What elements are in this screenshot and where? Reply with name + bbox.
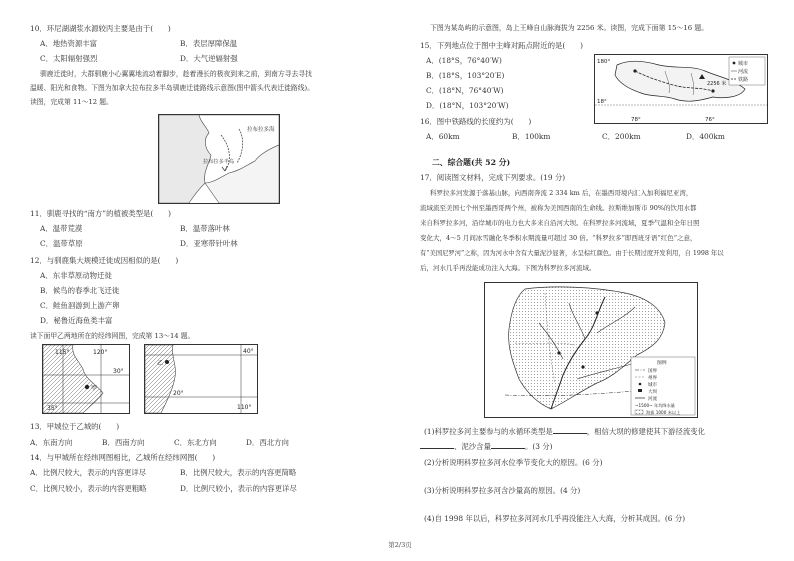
q10-option-a[interactable]: A．地热资源丰富 (40, 39, 98, 48)
q11-stem: 11．驯鹿寻找的“南方”的植被类型是( ) (30, 209, 171, 218)
basin-legend-5: ~1500~ 年均降水量 (635, 403, 675, 408)
page-number: 第2/3页 (388, 541, 412, 549)
q14-option-b[interactable]: B．比例尺较大，表示的内容更简略 (180, 468, 297, 477)
map-yi-lon-110: 110° (237, 404, 252, 411)
q15-option-c[interactable]: C．(18°N，76°40′W) (426, 86, 504, 95)
q17-material-line-5: 有“美国尼罗河”之称，因为河水中含有大量泥沙显著，水呈棕红颜色。由于长期过度开发利用，自 1998 年以 (420, 250, 724, 257)
q14-stem: 14．与甲城所在经纬网图相比，乙城所在经纬网图( ) (30, 453, 216, 462)
q17-sub-1-pre: (1)科罗拉多河主要参与的水循环类型是 (424, 427, 553, 436)
colorado-basin-figure (485, 283, 697, 417)
q12-stem: 12．与驯鹿集大规模迁徙成因相似的是( ) (30, 256, 179, 265)
map-yi-figure (145, 345, 257, 413)
q17-stem: 17．阅读图文材料，完成下列要求。(19 分) (420, 173, 566, 182)
q17-sub-3: (3)分析说明科罗拉多河含沙量高的原因。(4 分) (424, 486, 581, 495)
right-column (420, 0, 770, 561)
map-jia-lat-30: 30° (113, 368, 124, 375)
q17-material-line-4: 变化大，4～5 月间冰雪融化冬季积水期流量可超过 30 倍。“科罗拉多”即西班牙语“红色”之意， (420, 234, 697, 242)
q11-option-c[interactable]: C．温带草原 (40, 239, 83, 248)
q16-option-b[interactable]: B．100km (512, 132, 551, 141)
map1-sea-label: 拉布拉多海 (247, 127, 275, 133)
q16-option-d[interactable]: D．400km (686, 132, 725, 141)
map-jia-city-label: 甲 (91, 385, 98, 392)
basin-legend-title: 图例 (657, 361, 667, 366)
q12-option-b[interactable]: B．候鸟的春季北飞迁徙 (40, 286, 120, 295)
q17-sub-1-blank-2[interactable] (420, 441, 454, 449)
q17-sub-1-score: 。(3 分) (524, 442, 553, 451)
q11-option-d[interactable]: D．亚寒带针叶林 (180, 239, 238, 248)
q17-sub-1-line-2 (420, 441, 553, 451)
q13-option-a[interactable]: A．东南方向 (30, 438, 73, 447)
island-map-figure (595, 55, 767, 123)
labrador-map-figure (159, 115, 279, 203)
q17-sub-1-line-1 (424, 426, 705, 436)
island-peak-label: 2256 米 (707, 81, 727, 87)
map-jia-figure (43, 345, 129, 413)
q15-option-d[interactable]: D．(18°N，103°20′W) (426, 101, 509, 110)
q17-sub-1-blank-1[interactable] (553, 426, 587, 434)
passage-2-line-1: 驯鹿迁徙时，大群驯鹿小心翼翼地流动着脚步，趁着漫长的极夜到来之前，到南方寻去寻找 (40, 70, 312, 78)
map-yi-lat-40: 40° (243, 348, 254, 355)
q14-option-d[interactable]: D．比例尺较小，表示的内容更详尽 (180, 484, 297, 493)
q17-material-line-3: 来自科罗拉多河，沿岸城市的电力也大多来自沿河大坝。在科罗拉多河流域，夏季气温和全年日照 (420, 219, 700, 227)
q17-material-line-6: 后，河水几乎再没能成功注入大海。下图为科罗拉多河流域。 (420, 264, 596, 272)
q16-option-c[interactable]: C．200km (602, 132, 641, 141)
passage-4: 下图为某岛屿的示意图，岛上王峰自山脉海拔为 2256 米。读图，完成下面第 15～16 题。 (430, 24, 709, 32)
q10-option-c[interactable]: C．太阳辐射强烈 (40, 54, 98, 63)
map-jia (42, 344, 130, 414)
q17-sub-2: (2)分析说明科罗拉多河水位季节变化大的原因。(6 分) (424, 458, 603, 467)
q12-option-c[interactable]: C．鲑鱼洄游到上游产卵 (40, 301, 120, 310)
island-legend-railway: 铁路 (738, 77, 749, 83)
basin-legend-3: 大坝 (648, 390, 657, 395)
q16-stem: 16．图中铁路线的长度约为( ) (420, 117, 532, 126)
island-legend-river: 河流 (738, 69, 749, 75)
q17-material-line-1: 科罗拉多河发源于落基山脉，向西南奔流 2 334 km 后，在墨西哥境内汇入加利福尼亚湾， (430, 189, 693, 197)
map-yi-lat-20: 20° (173, 390, 184, 397)
colorado-basin-map (484, 282, 698, 418)
labrador-map (158, 114, 280, 204)
left-column (30, 0, 375, 561)
q15-option-a[interactable]: A．(18°S，76°40′W) (426, 56, 502, 65)
map-jia-lon-115: 115° (55, 349, 70, 356)
passage-2-line-3: 读图，完成第 11～12 题。 (30, 98, 113, 106)
q10-option-b[interactable]: B．表层厚障保温 (180, 39, 238, 48)
map-yi-city-dot (165, 360, 169, 364)
passage-3: 读下面甲乙两地所在的经纬网图，完成第 13～14 题。 (30, 332, 195, 340)
q13-option-b[interactable]: B．西南方向 (102, 438, 145, 447)
map-jia-lat-35: 35° (47, 405, 58, 412)
q15-stem: 15．下列地点位于图中主峰对跖点附近的是( ) (420, 41, 583, 50)
q15-option-b[interactable]: B．(18°S，103°20′E) (426, 71, 505, 80)
q17-material-line-2: 流域流至美国七个州至墨西哥两个州，被称为美国西南的生命线。拉斯维加斯市 90%的饮用水都 (420, 204, 697, 212)
basin-legend-2: 城市 (648, 383, 657, 388)
q10-option-d[interactable]: D．大气逆辐射强 (180, 54, 238, 63)
q17-sub-4: (4)自 1998 年以后，科罗拉多河河水几乎再没能注入大海，分析其成因。(6 分) (424, 514, 686, 523)
passage-2-line-2: 温暖、阳光和食物。下图为加拿大拉布拉多半岛驯鹿迁徙路线示意图(图中箭头代表迁徙路线)。 (30, 84, 314, 92)
q14-option-c[interactable]: C．比例尺较小，表示的内容更粗略 (30, 484, 147, 493)
map-jia-city-dot (85, 385, 89, 389)
q17-sub-1-line2-text: 、泥沙含量 (454, 442, 491, 451)
q14-option-a[interactable]: A．比例尺较大，表示的内容更详尽 (30, 468, 147, 477)
map1-peninsula-label: 拉布拉多半岛 (203, 159, 235, 165)
q13-stem: 13．甲城位于乙城的( ) (30, 422, 120, 431)
island-map (594, 54, 768, 124)
q11-option-a[interactable]: A．温带荒漠 (40, 224, 83, 233)
map-yi-city-label: 乙 (157, 360, 164, 367)
q13-option-d[interactable]: D．西北方向 (246, 438, 289, 447)
q12-option-d[interactable]: D．秘鲁近海鱼类丰富 (40, 316, 113, 325)
island-lon-76: 76° (705, 117, 715, 123)
section-2-heading: 二、综合题(共 52 分) (432, 158, 511, 167)
island-lon-180: 180° (597, 59, 611, 65)
map-jia-lon-120: 120° (93, 349, 108, 356)
island-lat-18: 18° (597, 99, 607, 105)
basin-legend-0: 国界 (648, 369, 657, 374)
q10-stem: 10．环尼湖湖浆水源较丙主要是由于( ) (30, 24, 171, 33)
q17-sub-1-post: ，相信大坝的修建使其下游径流变化 (586, 427, 705, 436)
q16-option-a[interactable]: A．60km (426, 132, 460, 141)
basin-legend-4: 河流 (648, 397, 657, 402)
q12-option-a[interactable]: A．东非草原动物迁徙 (40, 271, 112, 280)
q13-option-c[interactable]: C．东北方向 (174, 438, 217, 447)
basin-legend-1: 州界 (648, 376, 657, 381)
basin-legend-6: 海拔 1000 米以上 (646, 410, 681, 415)
q17-sub-1-blank-3[interactable] (491, 441, 525, 449)
map-yi (144, 344, 258, 414)
island-legend-city: 城市 (738, 61, 749, 67)
island-lon-78: 78° (631, 117, 641, 123)
q11-option-b[interactable]: B．温带落叶林 (180, 224, 230, 233)
